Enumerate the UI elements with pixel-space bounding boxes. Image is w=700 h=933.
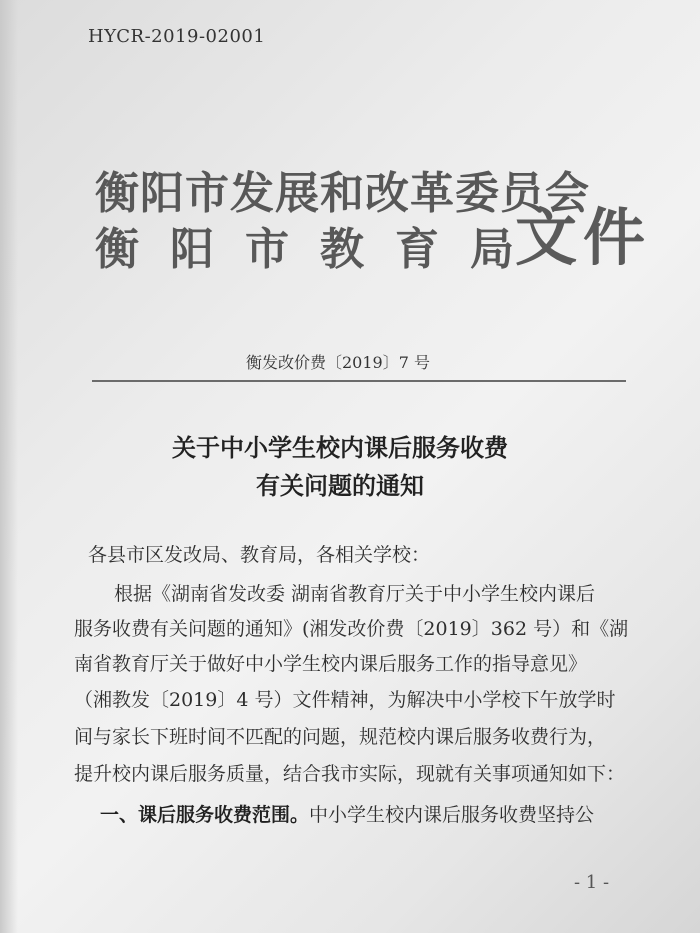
section-1-heading: 一、课后服务收费范围。 xyxy=(100,804,310,826)
body-line: 服务收费有关问题的通知》(湘发改价费〔2019〕362 号）和《湖 xyxy=(74,618,629,640)
body-line: 提升校内课后服务质量，结合我市实际，现就有关事项通知如下： xyxy=(74,763,626,785)
document-number: 衡发改价费〔2019〕7 号 xyxy=(246,353,430,372)
page-number: - 1 - xyxy=(574,872,610,893)
issuer-header xyxy=(95,168,655,288)
section-1 xyxy=(100,800,650,827)
issuer-name-2: 衡阳市教育局 xyxy=(95,224,545,275)
document-word: 文件 xyxy=(515,201,652,274)
document-code: HYCR-2019-02001 xyxy=(88,26,266,47)
body-line: 根据《湖南省发改委 湖南省教育厅关于中小学生校内课后 xyxy=(114,583,596,605)
section-1-text: 中小学生校内课后服务收费坚持公 xyxy=(309,804,595,826)
document-title-line2: 有关问题的通知 xyxy=(256,471,424,500)
body-line: （湘教发〔2019〕4 号）文件精神，为解决中小学校下午放学时 xyxy=(74,689,616,711)
page-shadow xyxy=(0,0,18,933)
body-line: 间与家长下班时间不匹配的问题，规范校内课后服务收费行为， xyxy=(74,726,607,748)
header-divider xyxy=(92,380,626,382)
issuer-name-1: 衡阳市发展和改革委员会 xyxy=(95,168,590,219)
body-line: 南省教育厅关于做好中小学生校内课后服务工作的指导意见》 xyxy=(74,653,588,675)
salutation: 各县市区发改局、教育局，各相关学校： xyxy=(88,544,431,566)
document-title-line1: 关于中小学生校内课后服务收费 xyxy=(172,433,508,462)
